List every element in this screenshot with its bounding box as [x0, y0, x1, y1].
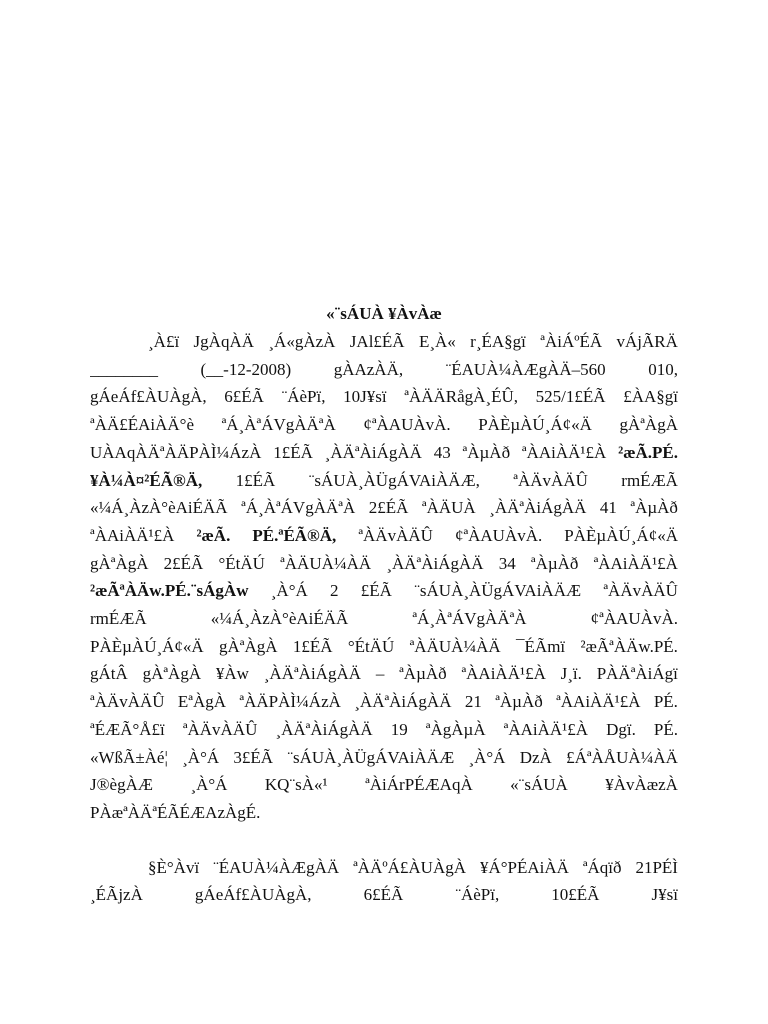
- word: EªÀgÀ: [177, 692, 227, 712]
- word: §È°Àvï: [148, 857, 200, 877]
- word: ¸À°Á: [190, 775, 228, 795]
- word: 2£ÉÃ: [163, 553, 204, 573]
- document-text: [90, 328, 678, 909]
- word: ¸ÀÄªÀiÁgÀÄ: [386, 553, 484, 573]
- word: vÁjÃRÄ: [616, 332, 678, 351]
- word: ªÀµÀð: [495, 692, 543, 712]
- word: ªÀÄvÀÄÛ: [90, 692, 165, 712]
- word: ¸ÀÄªÀiÁgÀÄ: [324, 442, 422, 462]
- word: ªÀÄºÁ£ÀUÀgÀ: [353, 857, 467, 877]
- word: ªÀiÁºÉÃ: [540, 332, 603, 351]
- word: Dgï.: [606, 719, 636, 739]
- text-line: [90, 577, 678, 605]
- word: rmÉÆÃ: [90, 609, 147, 629]
- word: PÀÈµÀÚ¸Á¢«Ä: [478, 415, 592, 435]
- word: £ÀA§gï: [623, 387, 678, 407]
- word: gÀªÀgÀ: [90, 553, 149, 573]
- word: ²æÃ.: [196, 525, 231, 545]
- word: ²æÃªÀÄw.PÉ.: [580, 636, 678, 656]
- word: ªÀÄvÀÄÛ: [182, 719, 258, 739]
- paragraph: [90, 854, 678, 909]
- word: PÉ.ªÉÃ®Ä,: [252, 525, 337, 545]
- word: ªÀgÀµÀ: [425, 719, 486, 739]
- word: 34: [498, 553, 516, 573]
- word: ªÀÄUÀ: [421, 498, 476, 518]
- text-line: [90, 383, 678, 411]
- word: 1£ÉÃ: [292, 636, 333, 656]
- word: «¼Á¸ÀzÀ°èAiÉÄÃ: [90, 498, 228, 518]
- word: J¥sï: [651, 885, 678, 905]
- text-line: [90, 881, 678, 909]
- word: 010,: [648, 359, 678, 379]
- document-body: [90, 300, 678, 909]
- word: ¥Àw: [215, 664, 249, 684]
- word: ªÀµÀð: [462, 442, 511, 462]
- text-line: [90, 716, 678, 744]
- word: ªÀÄvÀÄÛ: [358, 525, 433, 545]
- word: ¸À£ï: [148, 332, 180, 351]
- word: «¨sÁUÀ: [510, 775, 568, 795]
- word: ªÉÆÃ°Å£ï: [90, 719, 165, 739]
- word: JAl£ÉÃ: [349, 332, 405, 351]
- text-line: [90, 660, 678, 688]
- word: 2: [330, 581, 339, 601]
- word: ªÀÄvÀÄÛ: [603, 581, 678, 601]
- word: ¨ÁèPï,: [281, 387, 326, 407]
- word: ¥À¼À¤²ÉÃ®Ä,: [90, 470, 203, 490]
- word: gÀAzÀÄ,: [333, 359, 404, 379]
- word: ¨ÉAUÀ¼ÀÆgÀÄ: [213, 857, 340, 877]
- word: gÀªÀgÀ: [619, 415, 678, 435]
- word: 1£ÉÃ: [235, 470, 276, 490]
- text-line: [90, 799, 678, 827]
- text-line: [90, 633, 678, 661]
- word: ªÀµÀð: [630, 498, 678, 518]
- word: ¨ÁèPï,: [455, 885, 500, 905]
- word: ¨ÉAUÀ¼ÀÆgÀÄ–560: [445, 359, 606, 379]
- word: ªÀAiÀÄ¹£À: [556, 692, 641, 712]
- document-title: «¨sÁUÀ ¥ÀvÀæ: [326, 304, 442, 323]
- text-line: [90, 328, 678, 356]
- word: 2£ÉÃ: [368, 498, 409, 518]
- text-line: [90, 854, 678, 882]
- word: ¸À°Á: [182, 747, 220, 767]
- word: gÀªÀgÀ: [219, 636, 278, 656]
- word: ________: [90, 359, 158, 379]
- word: ªÁ¸ÀªÁVgÀÄªÀ: [221, 415, 336, 435]
- word: ªÀÄvÀÄÛ: [513, 470, 588, 490]
- word: £ÉÃ: [360, 581, 392, 601]
- word: ªÀÄUÀ¼ÀÄ: [409, 636, 501, 656]
- word: ¸Á«gÀzÀ: [268, 332, 336, 351]
- word: ¢ªÀAUÀvÀ.: [454, 525, 543, 545]
- word: JgÀqÀÄ: [193, 332, 254, 351]
- text-line: [90, 439, 678, 467]
- word: ªÀAiÀÄ¹£À: [90, 525, 175, 545]
- word: r¸ÉA§gï: [470, 332, 526, 351]
- word: ¢ªÀAUÀvÀ.: [590, 609, 678, 629]
- word: 6£ÉÃ: [224, 387, 264, 407]
- word: ¯ÉÃmï: [516, 636, 566, 656]
- word: gÁtÂ: [90, 664, 128, 684]
- text-line: [90, 550, 678, 578]
- word: ªÀAiÀÄ¹£À: [521, 442, 607, 462]
- word: rmÉÆÃ: [621, 470, 678, 490]
- word: 21PÉÌ: [635, 857, 678, 877]
- word: ¸ÀÄªÀiÁgÀÄ: [489, 498, 587, 518]
- word: ªÀÄÄRågÀ¸ÉÛ,: [404, 387, 519, 407]
- word: ²æÃªÀÄw.PÉ.¨sÁgÀw: [90, 581, 249, 601]
- word: ¸À°Á: [270, 581, 308, 601]
- word: ªÀiÁrPÉÆAqÀ: [365, 775, 473, 795]
- text-line: [90, 467, 678, 495]
- word: «WßÃ±Àé¦: [90, 747, 168, 767]
- word: PÀÈµÀÚ¸Á¢«Ä: [564, 525, 678, 545]
- word: «¼Á¸ÀzÀ°èAiÉÄÃ: [210, 609, 349, 629]
- word: 1£ÉÃ: [273, 442, 313, 462]
- paragraph: [90, 328, 678, 827]
- text-line: [90, 356, 678, 384]
- word: gÀªÀgÀ: [142, 664, 202, 684]
- text-line: [90, 411, 678, 439]
- word: ªÁ¸ÀªÁVgÀÄªÀ: [241, 498, 356, 518]
- word: ªÀÄPÀÌ¼ÁzÀ: [239, 692, 341, 712]
- word: J®ègÀÆ: [90, 775, 153, 795]
- paragraph-gap: [90, 827, 678, 854]
- text-line: [90, 605, 678, 633]
- word: ªÀÄUÀ¼ÀÄ: [280, 553, 372, 573]
- word: ¸ÀÄªÀiÁgÀÄ: [354, 692, 452, 712]
- word: J¸ï.: [560, 664, 582, 684]
- word: (__-12-2008): [200, 359, 292, 379]
- word: 10J¥sï: [343, 387, 387, 407]
- word: gÁeÁf£ÀUÀgÀ,: [194, 885, 312, 905]
- word: PÀæªÀÄªÉÃÉÆAzÀgÉ.: [90, 802, 261, 822]
- word: 43: [433, 442, 451, 462]
- word: ¸ÀÄªÀiÁgÀÄ: [263, 664, 362, 684]
- word: °ÉtÄÚ: [218, 553, 265, 573]
- word: DzÀ: [519, 747, 552, 767]
- word: ¨sÁUÀ¸ÀÜgÁVAiÀÄÆ: [414, 581, 582, 601]
- word: ¸ÀÄªÀiÁgÀÄ: [275, 719, 373, 739]
- word: 19: [390, 719, 408, 739]
- word: 6£ÉÃ: [363, 885, 404, 905]
- word: 21: [464, 692, 482, 712]
- word: ªÀAiÀÄ¹£À: [503, 719, 589, 739]
- word: ¨sÁUÀ¸ÀÜgÁVAiÀÄÆ,: [308, 470, 480, 490]
- word: ªÀÄ£ÉAiÀÄ°è: [90, 415, 195, 435]
- word: ¨sÁUÀ¸ÀÜgÁVAiÀÄÆ: [287, 747, 455, 767]
- word: KQ¨sÀ«¹: [264, 775, 328, 795]
- word: 41: [599, 498, 617, 518]
- word: ²æÃ.PÉ.: [618, 442, 678, 462]
- word: ªÀµÀð: [399, 664, 447, 684]
- word: ¥ÀvÀæzÀ: [605, 775, 678, 795]
- word: ªÀAiÀÄ¹£À: [461, 664, 546, 684]
- text-line: [90, 522, 678, 550]
- word: ¥Á°PÉAiÀÄ: [479, 857, 569, 877]
- text-line: [90, 494, 678, 522]
- word: ªÀAiÀÄ¹£À: [593, 553, 678, 573]
- word: °ÉtÄÚ: [347, 636, 395, 656]
- word: E¸À«: [418, 332, 456, 351]
- word: ¸ÉÃjzÀ: [90, 885, 143, 905]
- word: £ÁªÀÅUÀ¼ÀÄ: [566, 747, 678, 767]
- text-line: [90, 771, 678, 799]
- word: 525/1£ÉÃ: [535, 387, 606, 407]
- word: UÀAqÀÄªÀÄPÀÌ¼ÁzÀ: [90, 442, 262, 462]
- word: gÁeÁf£ÀUÀgÀ,: [90, 387, 207, 407]
- word: ¸À°Á: [468, 747, 506, 767]
- word: –: [375, 664, 385, 684]
- word: ¢ªÀAUÀvÀ.: [363, 415, 451, 435]
- word: PÉ.: [653, 692, 678, 712]
- word: ªÁ¸ÀªÁVgÀÄªÀ: [412, 609, 527, 629]
- word: PÀÄªÀiÁgï: [596, 664, 678, 684]
- word: ªÀµÀð: [530, 553, 579, 573]
- text-line: [90, 744, 678, 772]
- word: 3£ÉÃ: [233, 747, 274, 767]
- word: ªÁqïð: [582, 857, 622, 877]
- word: PÉ.: [653, 719, 678, 739]
- text-line: [90, 688, 678, 716]
- word: 10£ÉÃ: [551, 885, 600, 905]
- word: PÀÈµÀÚ¸Á¢«Ä: [90, 636, 204, 656]
